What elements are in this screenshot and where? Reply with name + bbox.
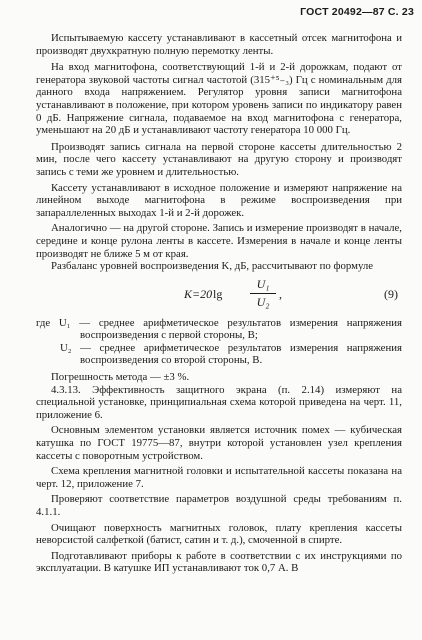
document-body [36,32,402,575]
formula-number: (9) [384,286,398,301]
paragraph-air-check: Проверяют соответствие параметров воздушной среды требованиям п. 4.1.1. [36,493,402,518]
paragraph-5: Аналогично — на другой стороне. Запись и измерение производят в начале, середине и конце рулона ленты в кассете. Измерения в начале и конце ленты производят не ближе 5 м от края. [36,222,402,260]
section-4-3-13: 4.3.13. Эффективность защитного экрана (п. 2.14) измеряют на специальной установке, принципиальная схема которой приведена на черт. 11, приложение 6. [36,383,402,421]
formula-fraction [250,277,276,310]
paragraph-scheme: Схема крепления магнитной головки и испытательной кассеты показана на черт. 12, приложение 7. [36,465,402,490]
definition-u2: U₂ — среднее арифметическое результатов измерения напряжения воспроизведения со второй стороны, В. [60,341,402,367]
paragraph-3: Производят запись сигнала на первой стороне кассеты длительностью 2 мин, после чего кассету устанавливают на другую сторону и производят запись с теми же уровнем и длительностью. [36,140,402,178]
paragraph-6: Разбаланс уровней воспроизведения K, дБ, рассчитывают по формуле [51,260,374,273]
accuracy-line: Погрешность метода — ±3 %. [51,371,190,384]
paragraph-1: Испытываемую кассету устанавливают в кассетный отсек магнитофона и производят двухкратную полную перемотку ленты. [36,32,402,57]
formula-9 [36,273,402,317]
formula-punct: , [279,286,282,301]
formula-lhs: K=20 [184,286,213,301]
definition-u1: где U₁ — среднее арифметическое результатов измерения напряжения воспроизведения с первой стороны, В; [36,316,402,342]
paragraph-4: Кассету устанавливают в исходное положение и измеряют напряжение на линейном выходе магнитофона в режиме воспроизведения при запараллеленных выходах 1-й и 2-й дорожек. [36,181,402,219]
paragraph-preparation: Подготавливают приборы к работе в соответствии с их инструкциями по эксплуатации. В катушке ИП устанавливают ток 0,7 А. В [36,549,402,575]
paragraph-cleaning: Очищают поверхность магнитных головок, плату крепления кассеты неворсистой салфеткой (батист, сатин и т. д.), смоченной в спирте. [36,521,402,547]
formula-denominator: U₂ [256,294,270,309]
formula-numerator: U₁ [250,277,276,294]
formula-function: lg [213,286,223,301]
paragraph-installation: Основным элементом установки является источник помех — кубическая катушка по ГОСТ 19775—87, внутри которой установлен узел крепления кассеты с поворотным устройством. [36,424,402,462]
page-header: ГОСТ 20492—87 С. 23 [300,6,414,18]
paragraph-2: На вход магнитофона, соответствующий 1-й и 2-й дорожкам, подают от генератора звуковой частоты сигнал частотой (315⁺⁵₋₃) Гц с номинальным для данного входа напряжением. Регулятор уровня записи магнитофона устанавливают в положение, при котором уровень записи по индикатору равен 0 дБ. Напряжение сигнала, подаваемое на вход магнитофона с генератора, уменьшают на 20 дБ и устанавливают частоту генератора 10 000 Гц. [36,61,402,137]
